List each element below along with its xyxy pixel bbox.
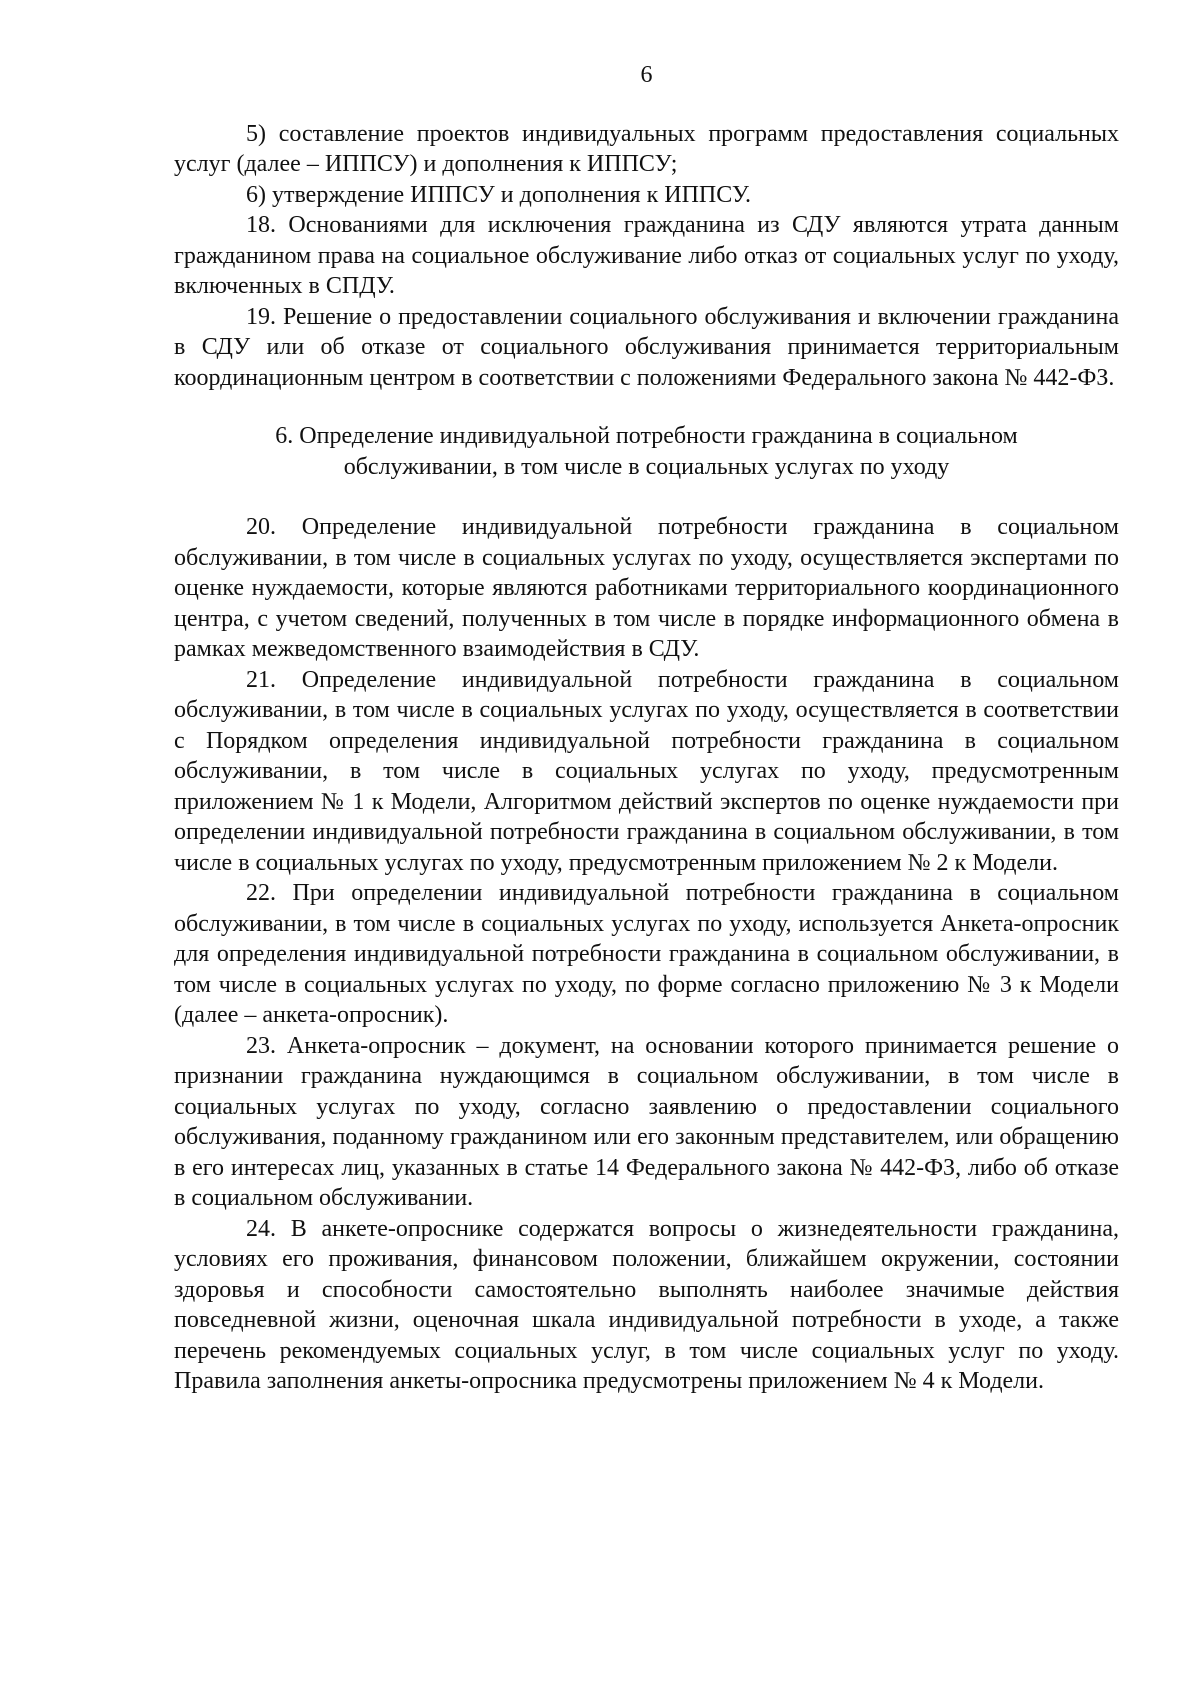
section-heading-line-1: 6. Определение индивидуальной потребности гражданина в социальном: [275, 423, 1018, 449]
paragraph-24: 24. В анкете-опроснике содержатся вопросы о жизнедеятельности гражданина, условиях его проживания, финансовом положении, ближайшем окружении, состоянии здоровья и способности самостоятельно выполнять наиболее значимые действия повседневной жизни, оценочная шкала индивидуальной потребности в уходе, а также перечень рекомендуемых социальных услуг, в том числе социальных услуг по уходу. Правила заполнения анкеты-опросника предусмотрены приложением № 4 к Модели.: [174, 1215, 1119, 1394]
paragraph-18: 18. Основаниями для исключения гражданина из СДУ являются утрата данным гражданином права на социальное обслуживание либо отказ от социальных услуг по уходу, включенных в СПДУ.: [174, 212, 1119, 299]
paragraphs-before-heading: [174, 119, 1119, 394]
paragraph-20: 20. Определение индивидуальной потребности гражданина в социальном обслуживании, в том числе в социальных услугах по уходу, осуществляется экспертами по оценке нуждаемости, которые являются работниками территориального координационного центра, с учетом сведений, полученных в том числе в порядке информационного обмена в рамках межведомственного взаимодействия в СДУ.: [174, 514, 1119, 662]
paragraph-22: 22. При определении индивидуальной потребности гражданина в социальном обслуживании, в том числе в социальных услугах по уходу, используется Анкета-опросник для определения индивидуальной потребности гражданина в социальном обслуживании, в том числе в социальных услугах по уходу, по форме согласно приложению № 3 к Модели (далее – анкета-опросник).: [174, 880, 1119, 1028]
paragraphs-after-heading: [174, 512, 1119, 1397]
section-heading-line-2: обслуживании, в том числе в социальных услугах по уходу: [343, 453, 950, 480]
paragraph-item-5: 5) составление проектов индивидуальных программ предоставления социальных услуг (далее – ИППСУ) и дополнения к ИППСУ;: [174, 120, 1119, 177]
paragraph-23: 23. Анкета-опросник – документ, на основании которого принимается решение о признании гражданина нуждающимся в социальном обслуживании, в том числе в социальных услугах по уходу, согласно заявлению о предоставлении социального обслуживания, поданному гражданином или его законным представителем, или обращению в его интересах лиц, указанных в статье 14 Федерального закона № 442-ФЗ, либо об отказе в социальном обслуживании.: [174, 1032, 1119, 1211]
paragraph-item-6: 6) утверждение ИППСУ и дополнения к ИППСУ.: [246, 181, 751, 208]
section-heading: [174, 421, 1119, 482]
page-number: 6: [640, 62, 653, 88]
paragraph-19: 19. Решение о предоставлении социального обслуживания и включении гражданина в СДУ или об отказе от социального обслуживания принимается территориальным координационным центром в соответствии с положениями Федерального закона № 442-ФЗ.: [174, 303, 1119, 391]
paragraph-21: 21. Определение индивидуальной потребности гражданина в социальном обслуживании, в том числе в социальных услугах по уходу, осуществляется в соответствии с Порядком определения индивидуальной потребности гражданина в социальном обслуживании, в том числе в социальных услугах по уходу, предусмотренным приложением № 1 к Модели, Алгоритмом действий экспертов по оценке нуждаемости при определении индивидуальной потребности гражданина в социальном обслуживании, в том числе в социальных услугах по уходу, предусмотренным приложением № 2 к Модели.: [174, 666, 1119, 876]
